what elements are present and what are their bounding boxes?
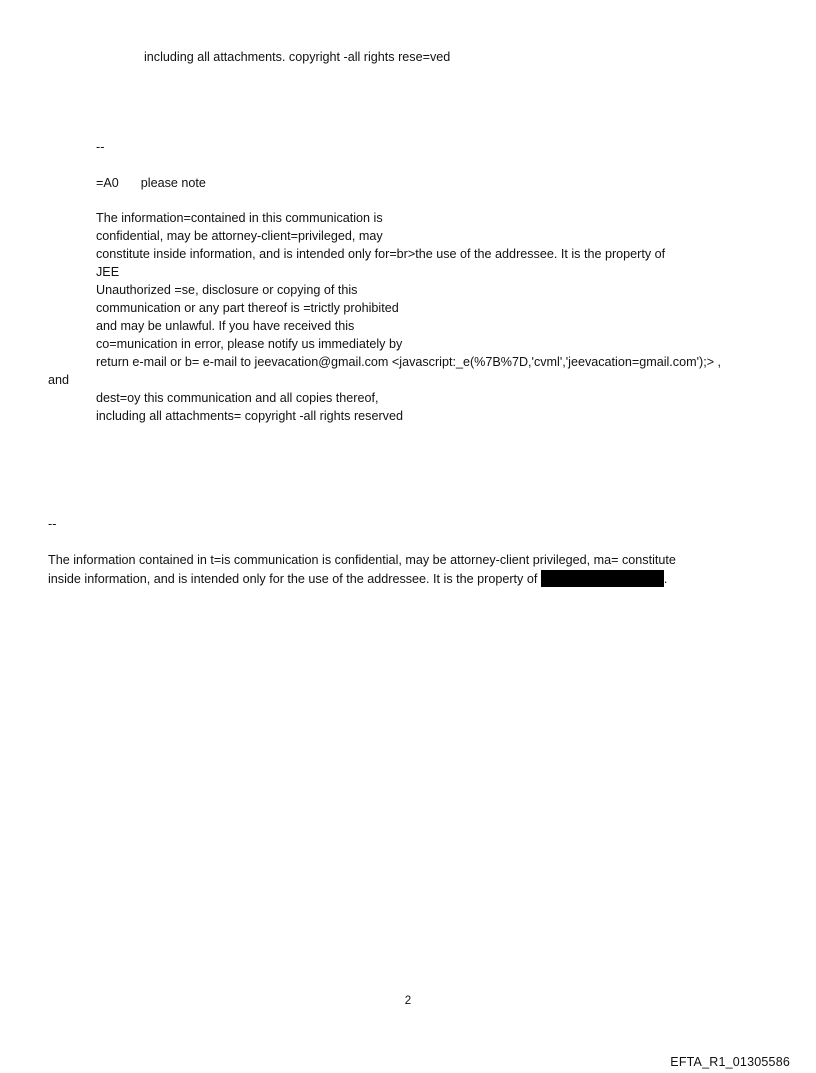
disclaimer-line: The information=contained in this communication is [96, 211, 383, 225]
disclaimer-line: including all attachments= copyright -all rights reserved [96, 409, 403, 423]
note-text: please note [140, 176, 206, 190]
disclaimer-line: and may be unlawful. If you have received this [96, 319, 355, 333]
disclaimer-line: co=munication in error, please notify us immediately by [96, 337, 403, 351]
page-number: 2 [404, 995, 412, 1007]
note-prefix: =A0 [96, 176, 119, 190]
property-text: inside information, and is intended only for the use of the addressee. It is the property of [48, 572, 541, 586]
redaction-box [541, 570, 664, 587]
wrapped-and-word: and [48, 373, 70, 387]
bates-number: EFTA_R1_01305586 [670, 1055, 790, 1069]
disclaimer-line: dest=oy this communication and all copies thereof, [96, 391, 379, 405]
confidentiality-line [48, 570, 667, 587]
disclaimer-line: JEE [96, 265, 120, 279]
disclaimer-line: Unauthorized =se, disclosure or copying of this [96, 283, 358, 297]
separator-dashes: -- [96, 140, 105, 154]
period: . [663, 572, 668, 586]
disclaimer-line: constitute inside information, and is intended only for=br>the use of the addressee. It is the property of [96, 247, 666, 261]
please-note-line [96, 175, 206, 191]
confidentiality-line: The information contained in t=is communication is confidential, may be attorney-client privileged, ma= constitute [48, 553, 676, 567]
disclaimer-line: confidential, may be attorney-client=privileged, may [96, 229, 383, 243]
disclaimer-email-line: return e-mail or b= e-mail to jeevacation@gmail.com <javascript:_e(%7B%7D,'cvml','jeevacation=gmail.com');> , [96, 355, 722, 369]
separator-dashes: -- [48, 517, 57, 531]
attachments-copyright-line: including all attachments. copyright -all rights rese=ved [144, 50, 451, 64]
disclaimer-line: communication or any part thereof is =trictly prohibited [96, 301, 399, 315]
